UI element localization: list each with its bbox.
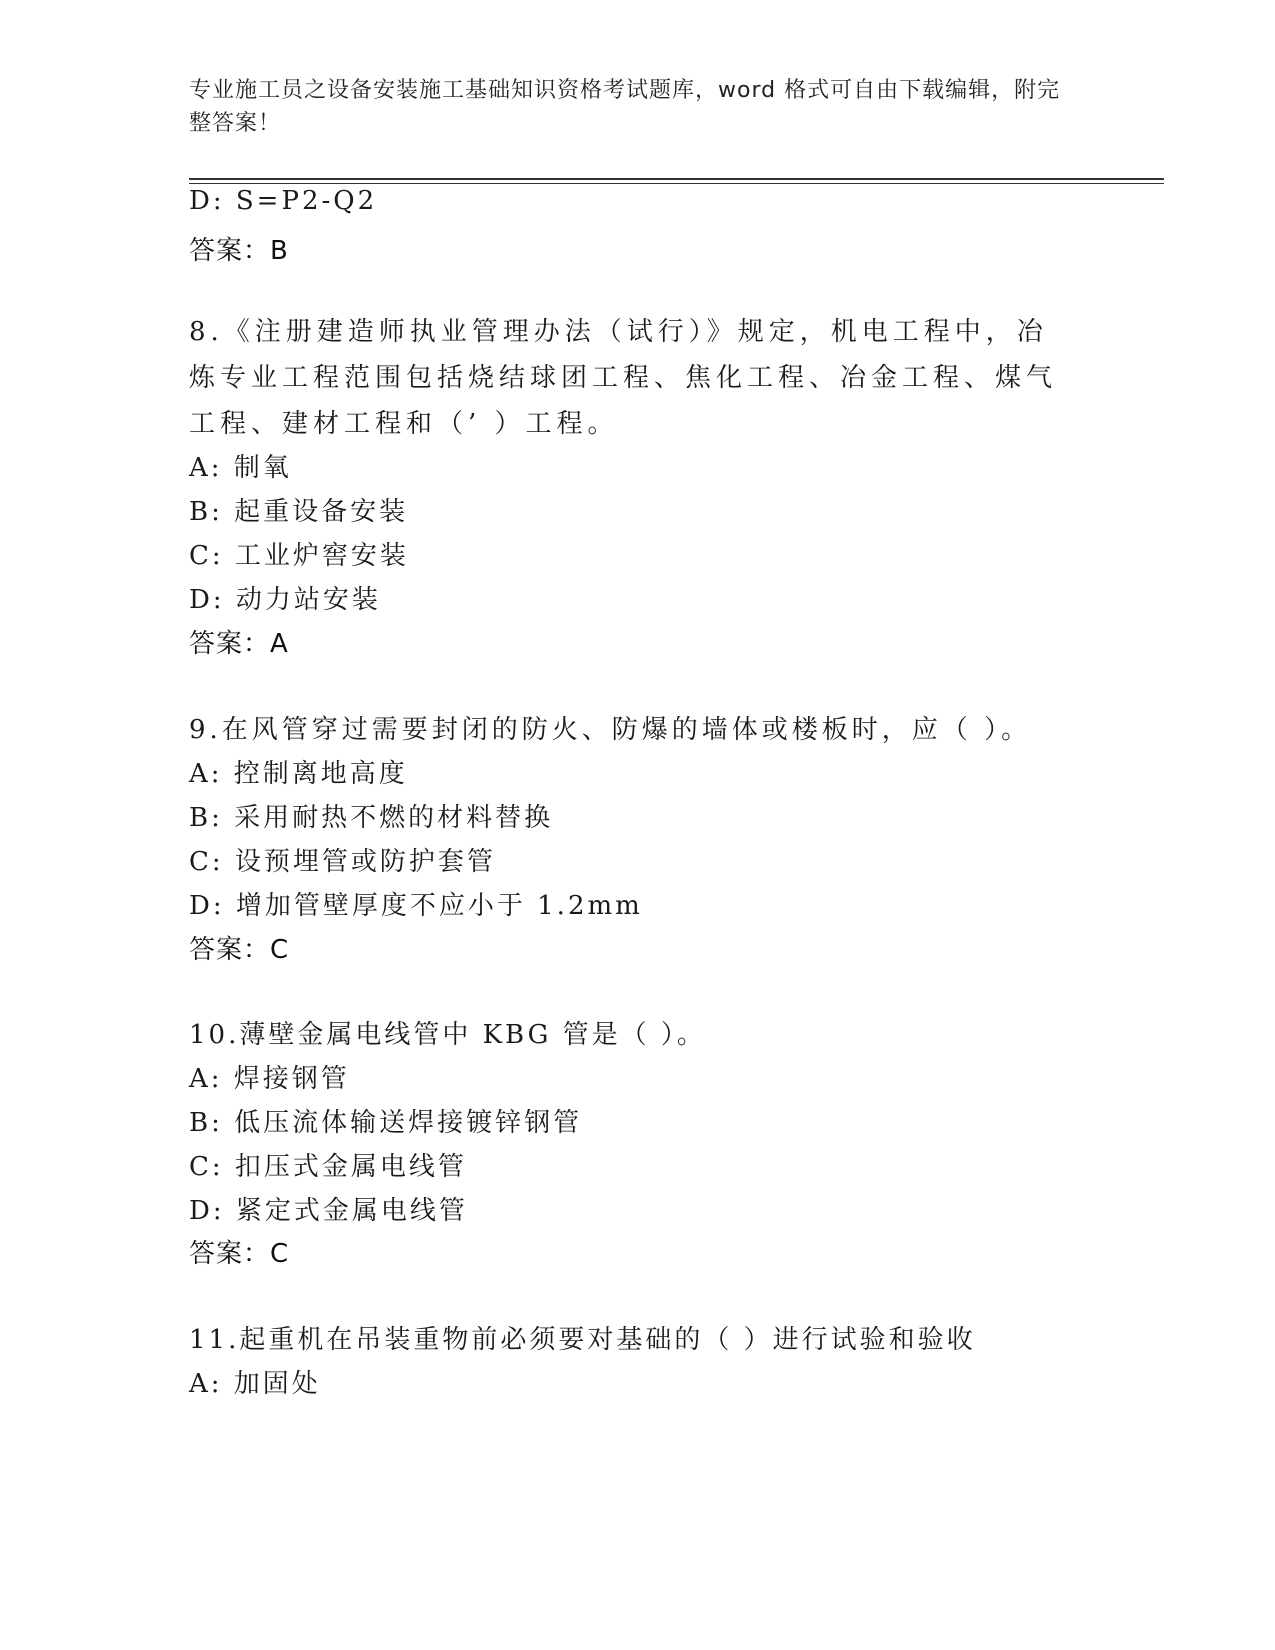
q10-option-a: A: 焊接钢管	[189, 1064, 350, 1094]
q10-option-b: B: 低压流体输送焊接镀锌钢管	[189, 1108, 583, 1138]
q8-question: 8.《注册建造师执业管理办法（试行）》规定，机电工程中，冶炼专业工程范围包括烧结球团工程、焦化工程、冶金工程、煤气工程、建材工程和（’ ）工程。	[189, 317, 1058, 439]
q10-question: 10.薄壁金属电线管中 KBG 管是（ ）。	[189, 1020, 706, 1050]
q8-option-d: D: 动力站安装	[189, 585, 381, 615]
header-divider-thin	[189, 183, 1164, 184]
q11-option-a: A: 加固处	[189, 1369, 321, 1399]
q11-question: 11.起重机在吊装重物前必须要对基础的（ ）进行试验和验收	[189, 1325, 976, 1355]
q9-question: 9.在风管穿过需要封闭的防火、防爆的墙体或楼板时，应（ ）。	[189, 715, 1032, 745]
q9-option-a: A: 控制离地高度	[189, 759, 408, 789]
q9-option-c: C: 设预埋管或防护套管	[189, 847, 496, 877]
header-divider	[189, 178, 1164, 180]
q8-option-b: B: 起重设备安装	[189, 497, 409, 527]
q7-option-d: D: S=P2-Q2	[189, 186, 378, 216]
q9-option-d: D: 增加管壁厚度不应小于 1.2mm	[189, 891, 643, 921]
q9-option-b: B: 采用耐热不燃的材料替换	[189, 803, 554, 833]
q7-answer: 答案：B	[189, 236, 289, 266]
q8-answer: 答案：A	[189, 629, 289, 659]
document-header: 专业施工员之设备安装施工基础知识资格考试题库，word 格式可自由下载编辑，附完整答案！	[189, 78, 1061, 136]
q8-option-c: C: 工业炉窖安装	[189, 541, 409, 571]
q9-answer: 答案：C	[189, 935, 290, 965]
q10-option-d: D: 紧定式金属电线管	[189, 1196, 468, 1226]
q10-option-c: C: 扣压式金属电线管	[189, 1152, 467, 1182]
q8-option-a: A: 制氧	[189, 453, 292, 483]
q10-answer: 答案：C	[189, 1239, 290, 1269]
